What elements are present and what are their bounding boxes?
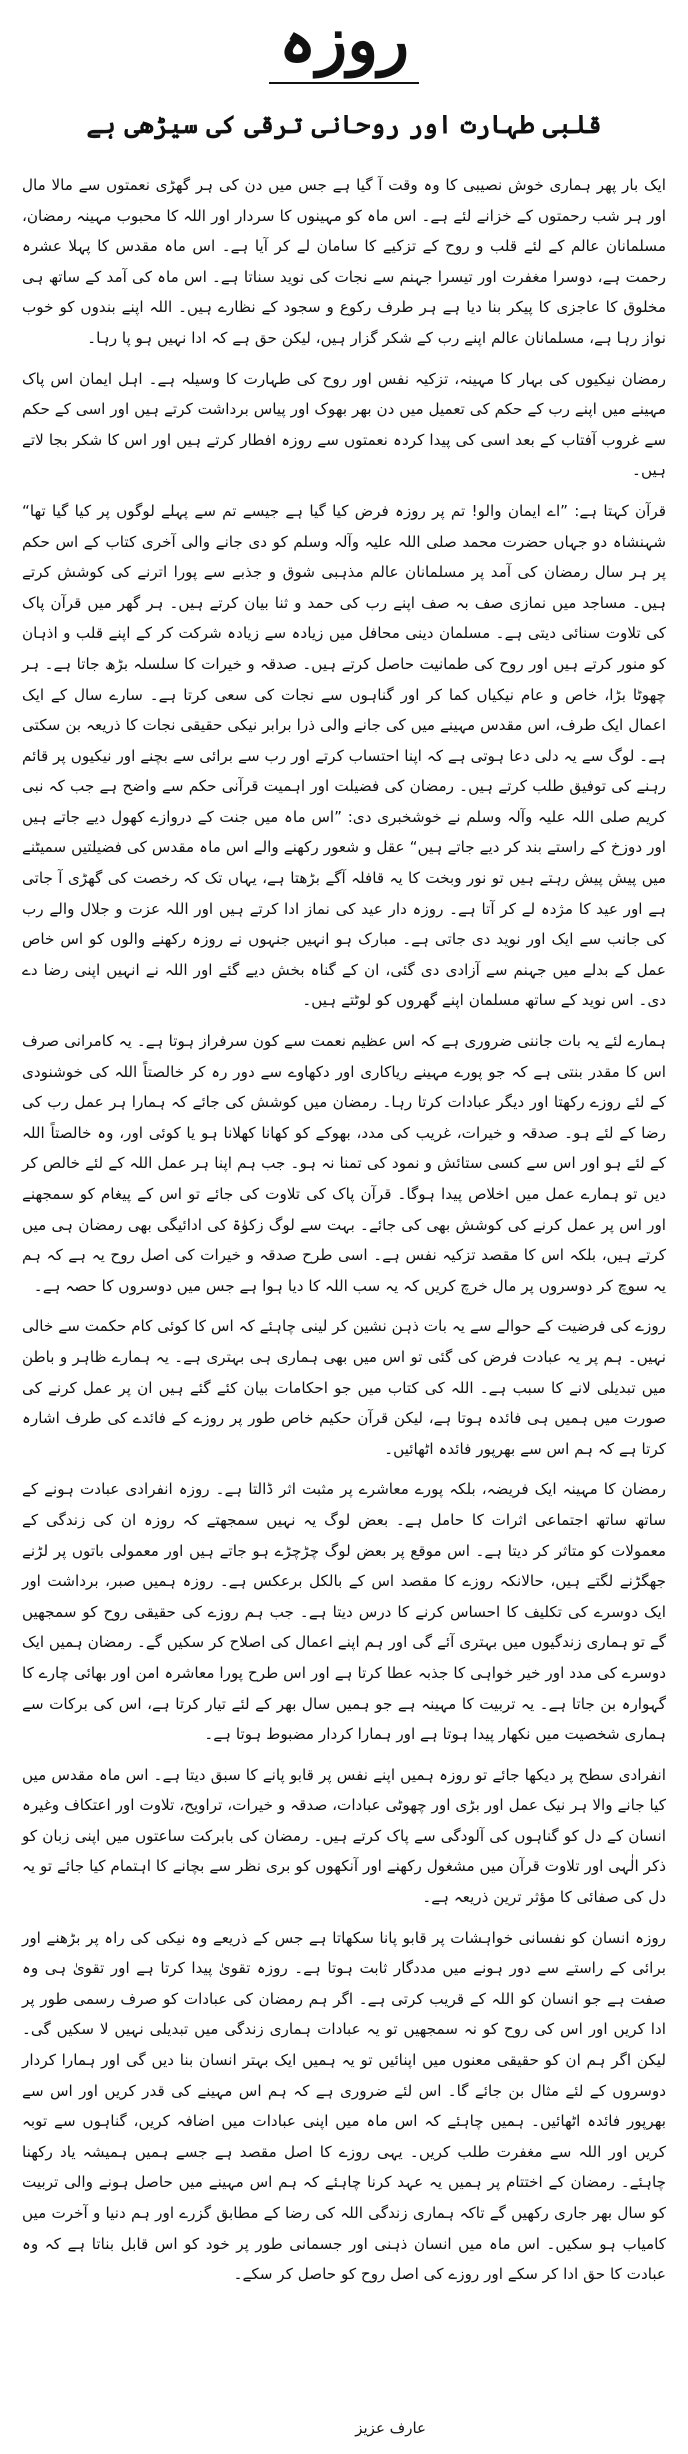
paragraph: انفرادی سطح پر دیکھا جائے تو روزہ ہمیں اپنے نفس پر قابو پانے کا سبق دیتا ہے۔ اس ماہ مقدس میں کیا جانے والا ہر نیک عمل اور بڑی اور چھوٹی عبادات، صدقہ و خیرات، تراویح، تلاوت اور اعتکاف وغیرہ انسان کے دل کو گناہوں کی آلودگی سے پاک کرتے ہیں۔ رمضان کی بابرکت ساعتوں میں اپنی زبان کو ذکر الٰہی اور تلاوت قرآن میں مشغول رکھنے اور آنکھوں کو بری نظر سے بچانے کا اہتمام کیا جائے تو یہ دل کی صفائی کا مؤثر ترین ذریعہ ہے۔ bbox=[22, 1765, 666, 1907]
article-subtitle: قلبی طہارت اور روحانی ترقی کی سیڑھی ہے bbox=[86, 110, 602, 139]
article-body bbox=[22, 170, 666, 2290]
paragraph: قرآن کہتا ہے: ”اے ایمان والو! تم پر روزہ فرض کیا گیا ہے جیسے تم سے پہلے لوگوں پر کیا گیا تھا“ شہنشاہ دو جہاں حضرت محمد صلی اللہ علیہ وآلہ وسلم کو دی جانے والی آخری کتاب کے اس حکم پر ہر سال رمضان کی آمد پر مسلمانان عالم مذہبی شوق و جذبے سے پورا اترنے کی کوشش کرتے ہیں۔ مساجد میں نمازی صف بہ صف اپنے رب کی حمد و ثنا بیان کرتے ہیں۔ ہر گھر میں قرآن پاک کی تلاوت سنائی دیتی ہے۔ مسلمان دینی محافل میں زیادہ سے زیادہ شرکت کر کے اپنے قلب و اذہان کو منور کرتے ہیں اور روح کی طمانیت حاصل کرتے ہیں۔ صدقہ و خیرات کا سلسلہ بڑھ جاتا ہے۔ ہر چھوٹا بڑا، خاص و عام نیکیاں کما کر اور گناہوں سے نجات کی سعی کرتا ہے۔ سارے سال کے ایک اعمال ایک طرف، اس مقدس مہینے میں کی جانے والی ذرا برابر نیکی حقیقی نجات کا ذریعہ بن سکتی ہے۔ لوگ سے یہ دلی دعا ہوتی ہے کہ اپنا احتساب کرتے اور رب سے برائی سے بچنے اور نیکیوں پر قائم رہنے کی توفیق طلب کرتے ہیں۔ رمضان کی فضیلت اور اہمیت قرآنی حکم سے واضح ہے جب کہ نبی کریم صلی اللہ علیہ وآلہ وسلم نے خوشخبری دی: ”اس ماہ میں جنت کے دروازے کھول دیے جاتے ہیں اور دوزخ کے راستے بند کر دیے جاتے ہیں“ عقل و شعور رکھنے والے اس ماہ مقدس کی فضیلتیں سمیٹنے میں پیش پیش رہتے ہیں تو نور وبخت کا یہ قافلہ آگے بڑھتا ہے، یہاں تک کہ رخصت کی گھڑی آ جاتی ہے اور عید کا مژدہ لے کر آتا ہے۔ روزہ دار عید کی نماز ادا کرتے ہیں اور اللہ عزت و جلال والے رب کی جانب سے ایک اور نوید دی جاتی ہے۔ مبارک ہو انہیں جنہوں نے روزہ رکھنے والوں کو اس خاص عمل کے بدلے میں جہنم سے آزادی دی گئی، ان کے گناہ بخش دیے گئے اور اللہ نے انہیں اپنی رضا دے دی۔ اس نوید کے ساتھ مسلمان اپنے گھروں کو لوٹتے ہیں۔ bbox=[22, 501, 666, 1010]
paragraph: روزہ انسان کو نفسانی خواہشات پر قابو پانا سکھاتا ہے جس کے ذریعے وہ نیکی کی راہ پر بڑھنے اور برائی کے راستے سے دور ہونے میں مددگار ثابت ہوتا ہے۔ روزہ تقویٰ پیدا کرتا ہے اور تقویٰ ہی وہ صفت ہے جو انسان کو اللہ کے قریب کرتی ہے۔ اگر ہم رمضان کی عبادات کو صرف رسمی طور پر ادا کریں اور اس کی روح کو نہ سمجھیں تو یہ عبادات ہماری زندگی میں تبدیلی نہیں لا سکیں گی۔ لیکن اگر ہم ان کو حقیقی معنوں میں اپنائیں تو یہ ہمیں ایک بہتر انسان بنا دیں گی اور ہمارا کردار دوسروں کے لئے مثال بن جائے گا۔ اس لئے ضروری ہے کہ ہم اس مہینے کی قدر کریں اور اس سے بھرپور فائدہ اٹھائیں۔ ہمیں چاہئے کہ اس ماہ میں اپنی عبادات میں اضافہ کریں، گناہوں سے توبہ کریں اور اللہ سے مغفرت طلب کریں۔ یہی روزے کا اصل مقصد ہے جسے ہمیں ہمیشہ یاد رکھنا چاہئے۔ رمضان کے اختتام پر ہمیں یہ عہد کرنا چاہئے کہ ہم اس مہینے میں حاصل ہونے والی تربیت کو سال بھر جاری رکھیں گے تاکہ ہماری زندگی اللہ کی رضا کے مطابق گزرے اور ہم دنیا و آخرت میں کامیاب ہو سکیں۔ اس ماہ میں انسان ذہنی اور جسمانی طور پر خود کو اس قابل بناتا ہے کہ وہ عبادت کا حق ادا کر سکے اور روزے کی اصل روح کو حاصل کر سکے۔ bbox=[22, 1928, 666, 2284]
paragraph: رمضان نیکیوں کی بہار کا مہینہ، تزکیہ نفس اور روح کی طہارت کا وسیلہ ہے۔ اہل ایمان اس پاک مہینے میں اپنے رب کے حکم کی تعمیل میں دن بھر بھوک اور پیاس برداشت کرتے ہیں اور اسی کے حکم سے غروب آفتاب کے بعد اسی کی پیدا کردہ نعمتوں سے روزہ افطار کرتے ہیں اور اس کا شکر بجا لاتے ہیں۔ bbox=[22, 369, 666, 480]
title-underline bbox=[269, 82, 419, 84]
author-name: عارف عزیز bbox=[355, 2419, 426, 2437]
paragraph: ایک بار پھر ہماری خوش نصیبی کا وہ وقت آ گیا ہے جس میں دن کی ہر گھڑی نعمتوں سے مالا مال اور ہر شب رحمتوں کے خزانے لئے ہے۔ اس ماہ کو مہینوں کا سردار اور اللہ کا محبوب مہینہ رمضان، مسلمانان عالم کے لئے قلب و روح کے تزکیے کا سامان لے کر آیا ہے۔ اس ماہ مقدس کا پہلا عشرہ رحمت ہے، دوسرا مغفرت اور تیسرا جہنم سے نجات کی نوید سناتا ہے۔ اس ماہ کی آمد کے ساتھ ہی مخلوق کا عاجزی کا پیکر بنا دیا ہے ہر طرف رکوع و سجود کے نظارے ہیں۔ اللہ اپنے بندوں کو خوب نواز رہا ہے، مسلمانان عالم اپنے رب کے شکر گزار ہیں، لیکن حق ہے کہ ادا نہیں ہو پا رہا۔ bbox=[22, 176, 666, 347]
paragraph: رمضان کا مہینہ ایک فریضہ، بلکہ پورے معاشرے پر مثبت اثر ڈالتا ہے۔ روزہ انفرادی عبادت ہونے کے ساتھ ساتھ اجتماعی اثرات کا حامل ہے۔ بعض لوگ یہ نہیں سمجھتے کہ روزہ ان کی زندگی کے معمولات کو متاثر کر دیتا ہے۔ اس موقع پر بعض لوگ چڑچڑے ہو جاتے ہیں اور معمولی باتوں پر لڑنے جھگڑنے لگتے ہیں، حالانکہ روزے کا مقصد اس کے بالکل برعکس ہے۔ روزہ ہمیں صبر، برداشت اور ایک دوسرے کی تکلیف کا احساس کرنے کا درس دیتا ہے۔ جب ہم روزے کی حقیقی روح کو سمجھیں گے تو ہماری زندگیوں میں بہتری آئے گی اور ہم اپنے اعمال کی اصلاح کر سکیں گے۔ رمضان ہمیں ایک دوسرے کی مدد اور خیر خواہی کا جذبہ عطا کرتا ہے اور اس طرح پورا معاشرہ امن اور بھائی چارے کا گہوارہ بن جاتا ہے۔ یہ تربیت کا مہینہ ہے جو ہمیں سال بھر کے لئے تیار کرتا ہے، اس کی برکات سے ہماری شخصیت میں نکھار پیدا ہوتا ہے اور ہمارا کردار مضبوط ہوتا ہے۔ bbox=[22, 1480, 666, 1744]
article-title: روزہ bbox=[278, 3, 410, 78]
paragraph: ہمارے لئے یہ بات جاننی ضروری ہے کہ اس عظیم نعمت سے کون سرفراز ہوتا ہے۔ یہ کامرانی صرف اس کا مقدر بنتی ہے کہ جو پورے مہینے ریاکاری اور دکھاوے سے دور رہ کر خالصتاً اللہ کی خوشنودی کے لئے روزے رکھتا اور دیگر عبادات کرتا رہا۔ رمضان میں کوشش کی جائے کہ ہمارا ہر عمل رب کی رضا کے لئے ہو۔ صدقہ و خیرات، غریب کی مدد، بھوکے کو کھانا کھلانا ہو یا کوئی اور، وہ خالصتاً اللہ کے لئے ہو اور اس سے کسی ستائش و نمود کی تمنا نہ ہو۔ جب ہم اپنا ہر عمل اللہ کے لئے خالص کر دیں تو ہمارے عمل میں اخلاص پیدا ہوگا۔ قرآن پاک کی تلاوت کی جائے تو اس کے پیغام کو سمجھنے اور اس پر عمل کرنے کی کوشش بھی کی جائے۔ بہت سے لوگ زکوٰۃ کی ادائیگی بھی رمضان ہی میں کرتے ہیں، بلکہ اس کا مقصد تزکیہ نفس ہے۔ اسی طرح صدقہ و خیرات کی اصل روح یہ ہے کہ ہم یہ سوچ کر دوسروں پر مال خرچ کریں کہ یہ سب اللہ کا دیا ہوا ہے جس میں دوسروں کا حصہ ہے۔ bbox=[22, 1032, 666, 1295]
paragraph: روزے کی فرضیت کے حوالے سے یہ بات ذہن نشین کر لینی چاہئے کہ اس کا کوئی کام حکمت سے خالی نہیں۔ ہم پر یہ عبادت فرض کی گئی تو اس میں بھی ہماری ہی بہتری ہے۔ یہ ہمارے ظاہر و باطن میں تبدیلی لانے کا سبب ہے۔ اللہ کی کتاب میں جو احکامات بیان کئے گئے ہیں ان پر عمل کرنے کی صورت میں ہمیں ہی فائدہ ہوتا ہے، لیکن قرآن حکیم خاص طور پر روزے کے فائدے کی طرف اشارہ کرتا ہے کہ ہم اس سے بھرپور فائدہ اٹھائیں۔ bbox=[22, 1317, 666, 1458]
